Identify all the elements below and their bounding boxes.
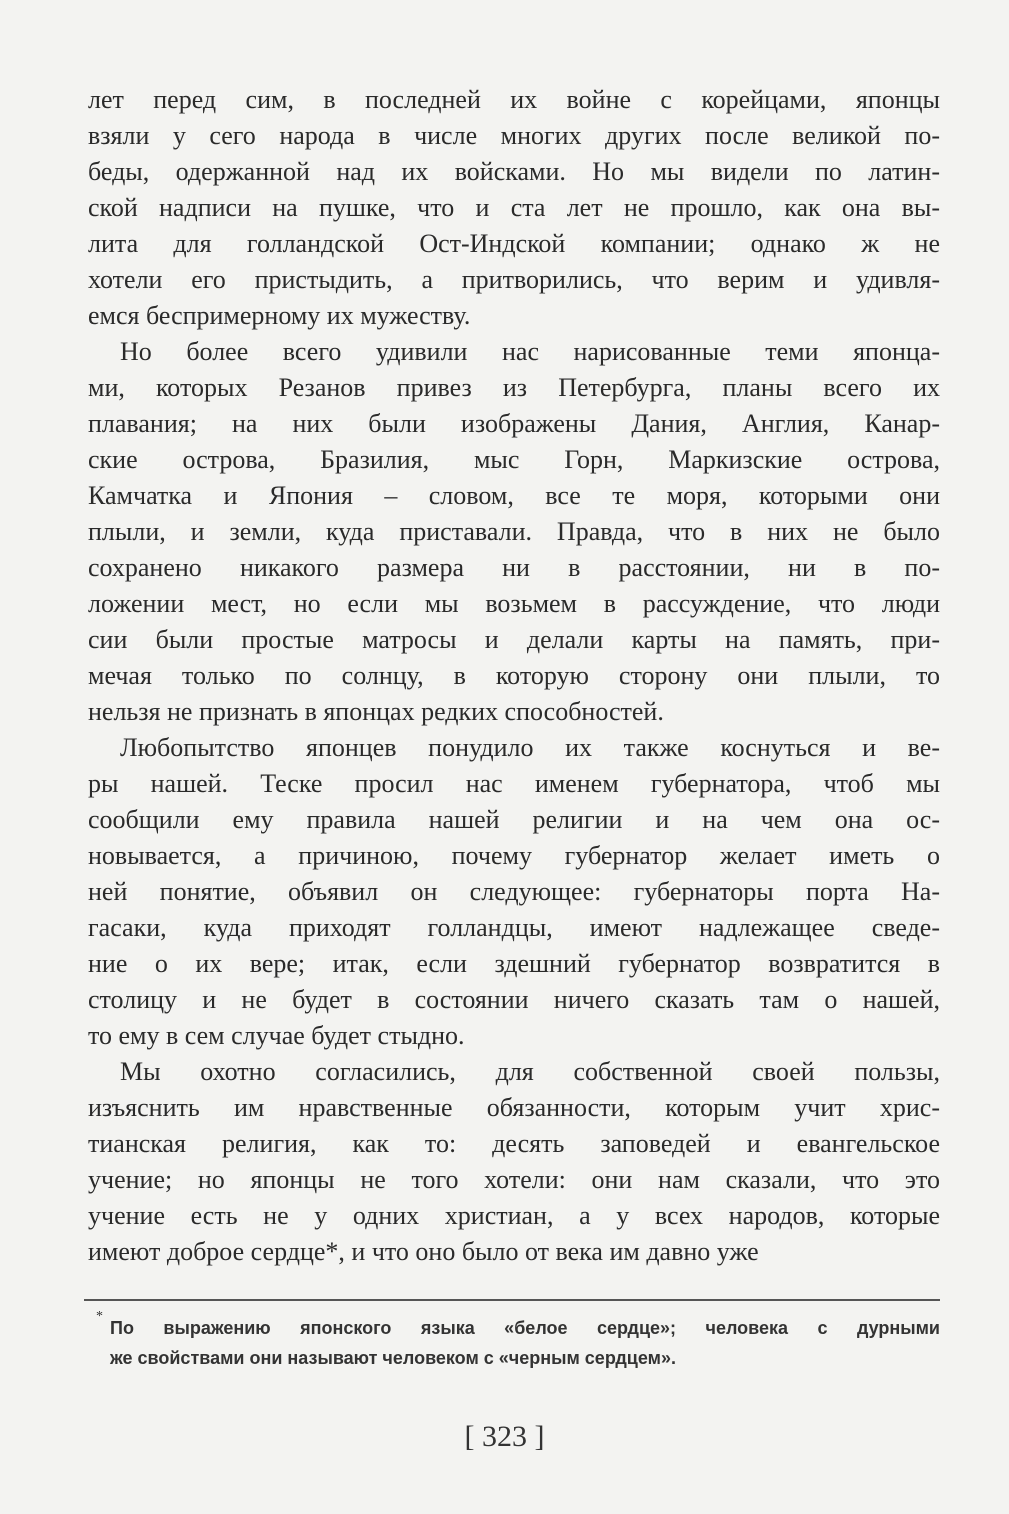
text-line: ние о их вере; итак, если здешний губернатор возвратится в xyxy=(88,949,940,978)
text-line: ми, которых Резанов привез из Петербурга, планы всего их xyxy=(88,373,940,402)
text-line: Но более всего удивили нас нарисованные теми японца- xyxy=(120,337,940,366)
text-line: мечая только по солнцу, в которую сторону они плыли, то xyxy=(88,661,940,690)
text-line: хотели его пристыдить, а притворились, что верим и удивля- xyxy=(88,265,940,294)
text-line: Любопытство японцев понудило их также коснуться и ве- xyxy=(120,733,940,762)
footnote-divider xyxy=(84,1299,940,1301)
paragraph xyxy=(88,1054,940,1270)
text-line: ней понятие, объявил он следующее: губернаторы порта На- xyxy=(88,877,940,906)
text-line: лита для голландской Ост-Индской компании; однако ж не xyxy=(88,229,940,258)
text-line: ские острова, Бразилия, мыс Горн, Маркизские острова, xyxy=(88,445,940,474)
text-line: ложении мест, но если мы возьмем в рассуждение, что люди xyxy=(88,589,940,618)
page-number: [ 323 ] xyxy=(464,1420,545,1453)
text-line: ской надписи на пушке, что и ста лет не прошло, как она вы- xyxy=(88,193,940,222)
text-line: взяли у сего народа в числе многих других после великой по- xyxy=(88,121,940,150)
text-line: ры нашей. Теске просил нас именем губернатора, чтоб мы xyxy=(88,769,940,798)
text-line: имеют доброе сердце*, и что оно было от века им давно уже xyxy=(88,1237,759,1266)
text-line: сохранено никакого размера ни в расстоянии, ни в по- xyxy=(88,553,940,582)
text-line: новывается, а причиною, почему губернатор желает иметь о xyxy=(88,841,940,870)
body-text xyxy=(88,82,940,1270)
text-line: тианская религия, как то: десять заповедей и евангельское xyxy=(88,1129,940,1158)
footnote-marker: * xyxy=(96,1309,103,1324)
text-line: плыли, и земли, куда приставали. Правда, что в них не было xyxy=(88,517,940,546)
text-line: плавания; на них были изображены Дания, Англия, Канар- xyxy=(88,409,940,438)
paragraph xyxy=(88,334,940,730)
footnote-line: По выражению японского языка «белое сердце»; человека с дурными xyxy=(110,1318,940,1338)
paragraph xyxy=(88,82,940,334)
text-line: Мы охотно согласились, для собственной своей пользы, xyxy=(120,1057,940,1086)
footnote-line: же свойствами они называют человеком с «черным сердцем». xyxy=(110,1348,676,1368)
text-line: учение есть не у одних христиан, а у всех народов, которые xyxy=(88,1201,940,1230)
paragraph xyxy=(88,730,940,1054)
text-line: столицу и не будет в состоянии ничего сказать там о нашей, xyxy=(88,985,940,1014)
footnote xyxy=(110,1313,940,1373)
text-line: учение; но японцы не того хотели: они нам сказали, что это xyxy=(88,1165,940,1194)
text-line: нельзя не признать в японцах редких способностей. xyxy=(88,697,664,726)
text-line: Камчатка и Япония – словом, все те моря, которыми они xyxy=(88,481,940,510)
text-line: гасаки, куда приходят голландцы, имеют надлежащее сведе- xyxy=(88,913,940,942)
text-line: емся беспримерному их мужеству. xyxy=(88,301,471,330)
text-line: беды, одержанной над их войсками. Но мы видели по латин- xyxy=(88,157,940,186)
text-line: изъяснить им нравственные обязанности, которым учит хрис- xyxy=(88,1093,940,1122)
text-line: сообщили ему правила нашей религии и на чем она ос- xyxy=(88,805,940,834)
text-line: то ему в сем случае будет стыдно. xyxy=(88,1021,465,1050)
text-line: сии были простые матросы и делали карты на память, при- xyxy=(88,625,940,654)
text-line: лет перед сим, в последней их войне с корейцами, японцы xyxy=(88,85,940,114)
